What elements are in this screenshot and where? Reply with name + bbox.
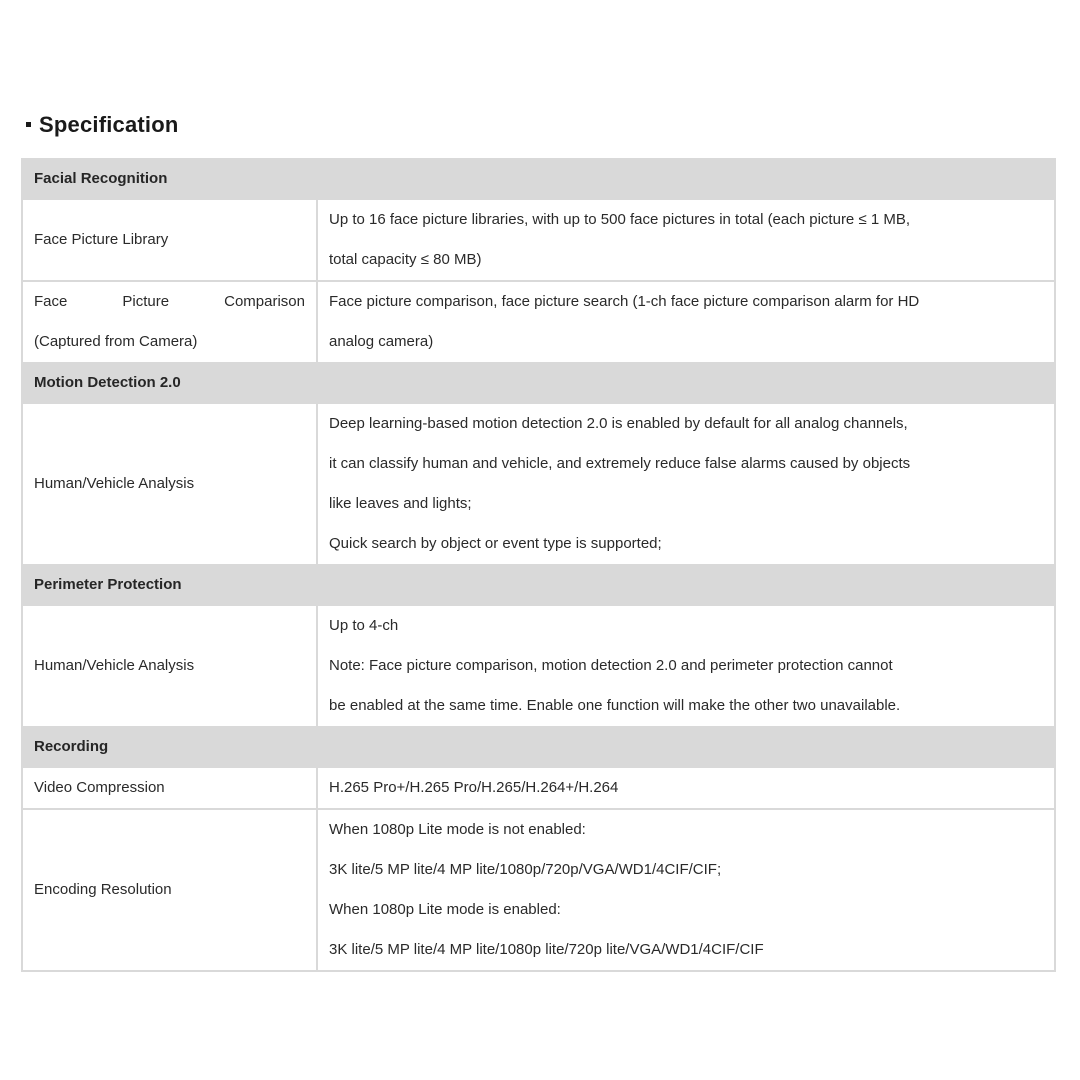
section-header-perimeter-protection: Perimeter Protection	[22, 565, 1055, 605]
value-line: like leaves and lights;	[329, 495, 472, 512]
row-value-perimeter-human-vehicle	[317, 605, 1055, 727]
section-header-motion-detection: Motion Detection 2.0	[22, 363, 1055, 403]
row-label-human-vehicle-analysis: Human/Vehicle Analysis	[22, 605, 317, 727]
value-line: When 1080p Lite mode is enabled:	[329, 901, 561, 918]
table-row	[22, 403, 1055, 565]
value-line: When 1080p Lite mode is not enabled:	[329, 821, 586, 838]
value-line: Deep learning-based motion detection 2.0 is enabled by default for all analog channels,	[329, 415, 908, 432]
value-line: Quick search by object or event type is supported;	[329, 535, 662, 552]
specification-table	[21, 158, 1056, 972]
section-header-row	[22, 159, 1055, 199]
table-row	[22, 605, 1055, 727]
row-value-video-compression	[317, 767, 1055, 809]
value-line: Note: Face picture comparison, motion detection 2.0 and perimeter protection cannot	[329, 657, 893, 674]
row-label-face-picture-library: Face Picture Library	[22, 199, 317, 281]
value-line: total capacity ≤ 80 MB)	[329, 251, 482, 268]
table-row	[22, 281, 1055, 363]
section-header-row	[22, 363, 1055, 403]
value-line: it can classify human and vehicle, and extremely reduce false alarms caused by objects	[329, 455, 911, 472]
label-line	[34, 282, 305, 322]
table-row	[22, 199, 1055, 281]
section-header-recording: Recording	[22, 727, 1055, 767]
label-word: Face	[34, 293, 68, 310]
row-label-face-picture-comparison	[22, 281, 317, 363]
row-label-encoding-resolution: Encoding Resolution	[22, 809, 317, 971]
value-line: Up to 16 face picture libraries, with up to 500 face pictures in total (each picture ≤ 1 MB,	[329, 211, 911, 228]
value-line: analog camera)	[329, 333, 434, 350]
row-label-human-vehicle-analysis: Human/Vehicle Analysis	[22, 403, 317, 565]
table-row	[22, 767, 1055, 809]
label-line: (Captured from Camera)	[34, 333, 198, 350]
section-header-row	[22, 565, 1055, 605]
label-word: Comparison	[224, 293, 305, 310]
label-word: Picture	[122, 293, 170, 310]
table-row	[22, 809, 1055, 971]
row-value-face-picture-comparison	[317, 281, 1055, 363]
row-value-encoding-resolution	[317, 809, 1055, 971]
section-header-row	[22, 727, 1055, 767]
row-label-video-compression: Video Compression	[22, 767, 317, 809]
section-header-facial-recognition: Facial Recognition	[22, 159, 1055, 199]
page-title	[26, 112, 179, 138]
value-line: H.265 Pro+/H.265 Pro/H.265/H.264+/H.264	[329, 779, 619, 796]
value-line: 3K lite/5 MP lite/4 MP lite/1080p/720p/VGA/WD1/4CIF/CIF;	[329, 861, 722, 878]
value-line: Up to 4-ch	[329, 617, 399, 634]
row-value-human-vehicle-analysis	[317, 403, 1055, 565]
value-line: 3K lite/5 MP lite/4 MP lite/1080p lite/720p lite/VGA/WD1/4CIF/CIF	[329, 941, 764, 958]
page-title-text: Specification	[39, 112, 179, 137]
value-line: Face picture comparison, face picture search (1-ch face picture comparison alarm for HD	[329, 293, 920, 310]
bullet-icon	[26, 122, 31, 127]
row-value-face-picture-library	[317, 199, 1055, 281]
value-line: be enabled at the same time. Enable one function will make the other two unavailable.	[329, 697, 901, 714]
